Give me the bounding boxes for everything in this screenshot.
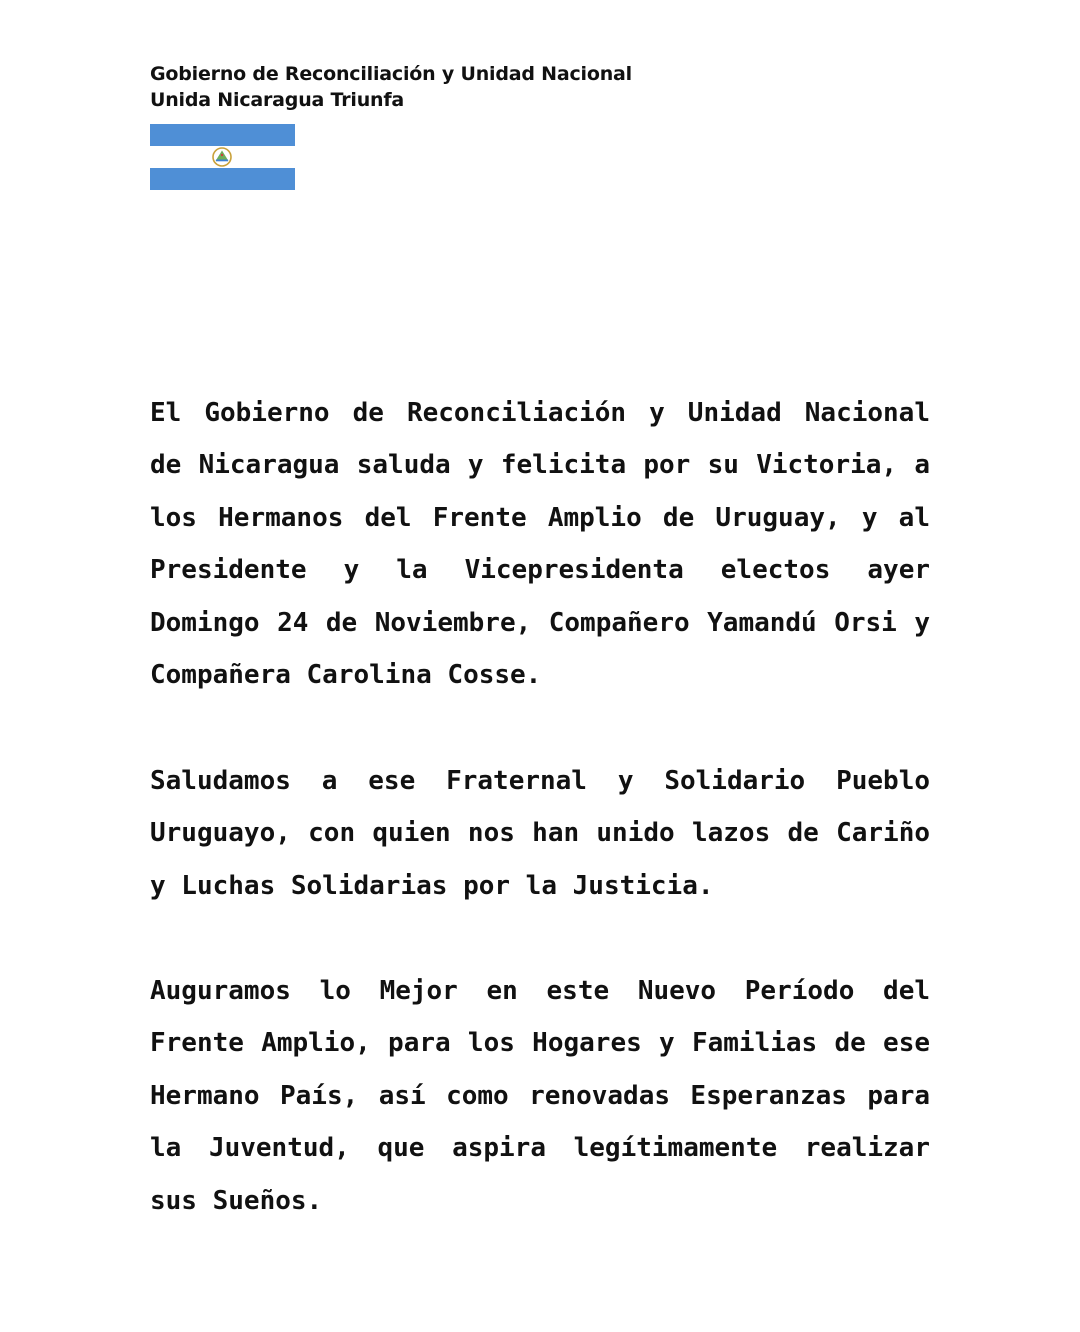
letterhead-government-name: Gobierno de Reconciliación y Unidad Nacional bbox=[150, 63, 632, 85]
paragraph-text: Auguramos lo Mejor en este Nuevo Período del Frente Amplio, para los Hogares y Familias de ese Hermano País, así como renovadas Esperanzas para la Juventud, que aspira legítimamente realizar sus Sueños. bbox=[150, 976, 930, 1216]
letterhead bbox=[150, 61, 632, 113]
paragraph-greeting bbox=[150, 755, 930, 912]
paragraph-congratulations bbox=[150, 387, 930, 701]
letterhead-slogan: Unida Nicaragua Triunfa bbox=[150, 89, 405, 111]
paragraph-wishes bbox=[150, 965, 930, 1227]
paragraph-text: Saludamos a ese Fraternal y Solidario Pueblo Uruguayo, con quien nos han unido lazos de Cariño y Luchas Solidarias por la Justicia. bbox=[150, 766, 930, 901]
paragraph-text: El Gobierno de Reconciliación y Unidad Nacional de Nicaragua saluda y felicita por su Victoria, a los Hermanos del Frente Amplio de Uruguay, y al Presidente y la Vicepresidenta electos ayer Domingo 24 de Noviembre, Compañero Yamandú Orsi y Compañera Carolina Cosse. bbox=[150, 398, 930, 691]
nicaragua-flag-icon bbox=[150, 124, 295, 190]
